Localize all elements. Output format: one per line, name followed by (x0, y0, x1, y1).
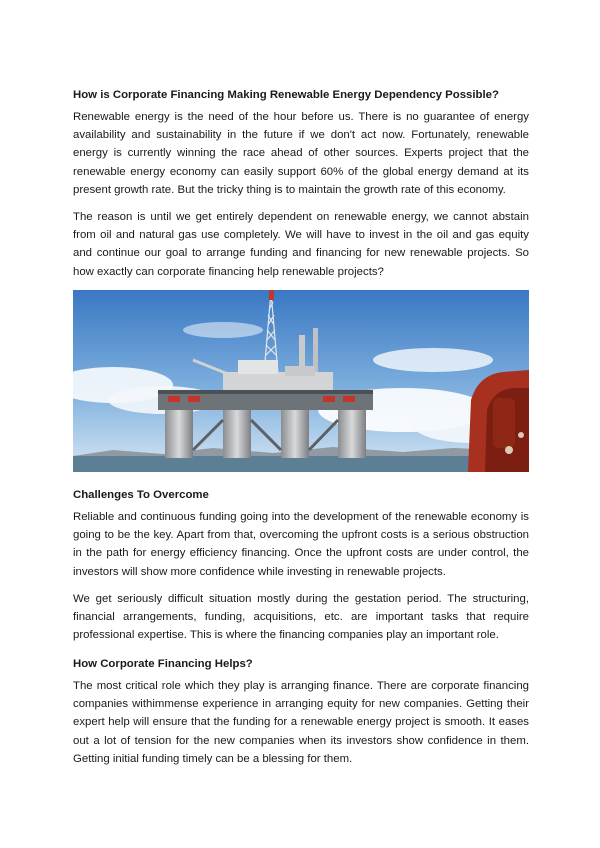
challenges-paragraph-2: We get seriously difficult situation mostly during the gestation period. The structuring, financial arrangements, funding, acquisitions, etc. are important tasks that require professional expertise. This is where the financing companies play an important role. (73, 593, 529, 642)
section-heading-how-helps: How Corporate Financing Helps? (73, 658, 253, 670)
article-title: How is Corporate Financing Making Renewable Energy Dependency Possible? (73, 89, 499, 101)
oil-rig-photo (73, 290, 529, 472)
intro-paragraph-1: Renewable energy is the need of the hour before us. There is no guarantee of energy availability and sustainability in the future if we don't act now. Fortunately, renewable energy is currently winning the race ahead of other sources. Experts project that the renewable energy economy can easily support 60% of the global energy demand at its present growth rate. But the tricky thing is to maintain the growth rate of this economy. (73, 111, 529, 196)
challenges-paragraph-1: Reliable and continuous funding going into the development of the renewable economy is going to be the key. Apart from that, overcoming the upfront costs is a serious obstruction in the path for energy efficiency financing. Once the upfront costs are under control, the investors will show more confidence while investing in renewable projects. (73, 511, 529, 578)
how-helps-paragraph-1: The most critical role which they play is arranging finance. There are corporate financing companies withimmense experience in arranging equity for new companies. Getting their expert help will ensure that the funding for a renewable energy project is smooth. It eases out a lot of tension for the new companies when its investors show confidence in them. Getting initial funding timely can be a blessing for them. (73, 680, 529, 765)
intro-paragraph-2: The reason is until we get entirely dependent on renewable energy, we cannot abstain from oil and natural gas use completely. We will have to invest in the oil and gas equity and continue our goal to arrange funding and financing for new renewable projects. So how exactly can corporate financing help renewable projects? (73, 211, 529, 278)
section-heading-challenges: Challenges To Overcome (73, 489, 209, 501)
